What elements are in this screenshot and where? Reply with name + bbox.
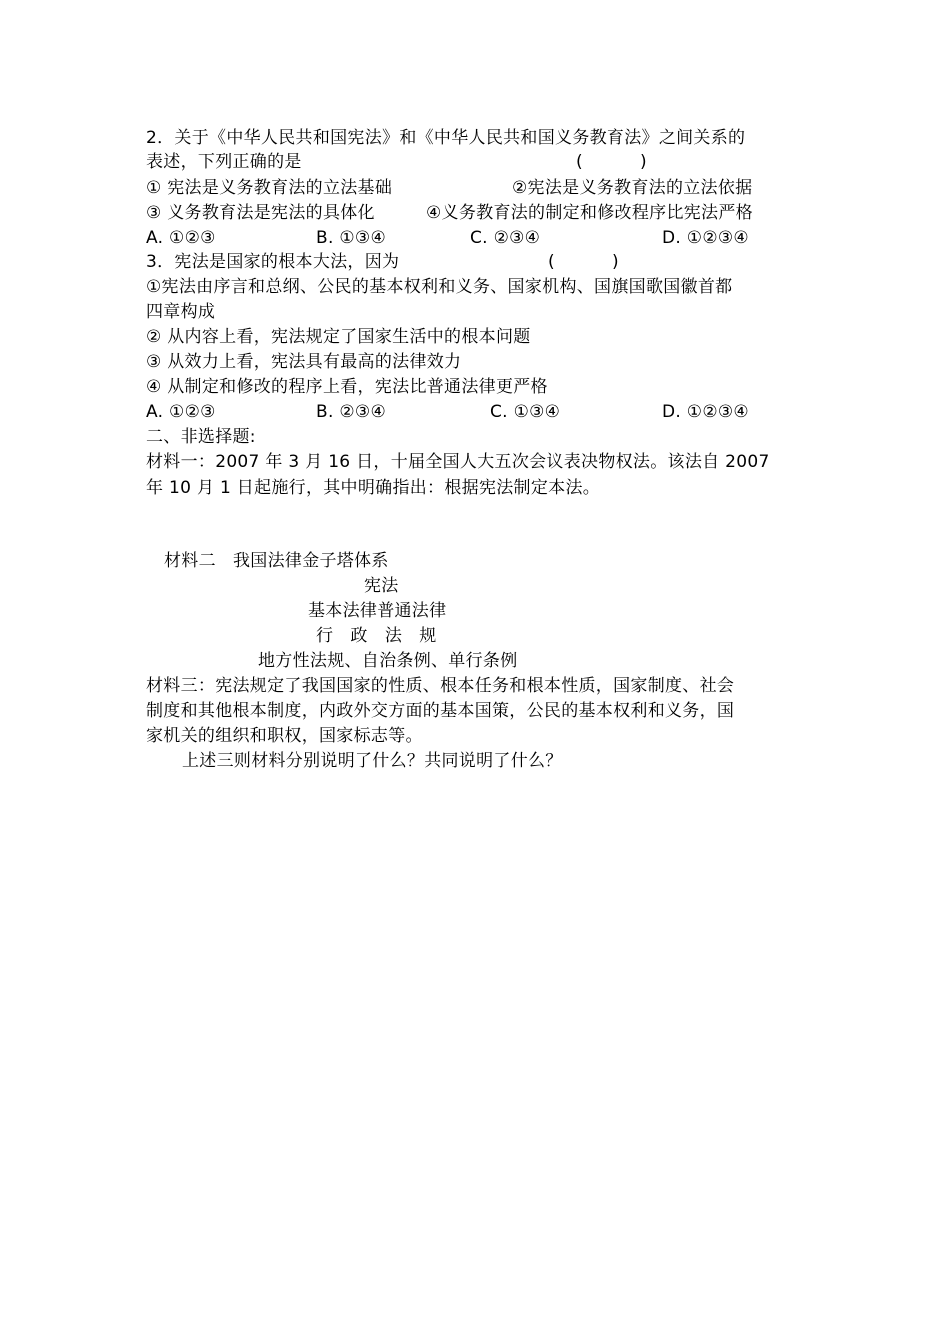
pyramid-level-2: 基本法律普通法律 bbox=[308, 601, 447, 621]
q3-choice-a: A. ①②③ bbox=[146, 402, 216, 422]
material-1-line2: 年 10 月 1 日起施行，其中明确指出：根据宪法制定本法。 bbox=[146, 478, 601, 498]
material-1-line1: 材料一：2007 年 3 月 16 日，十届全国人大五次会议表决物权法。该法自 2007 bbox=[146, 452, 770, 472]
material-3-line2: 制度和其他根本制度，内政外交方面的基本国策，公民的基本权利和义务，国 bbox=[146, 701, 735, 721]
q3-item-3: ③ 从效力上看，宪法具有最高的法律效力 bbox=[146, 352, 462, 372]
material-3-line3: 家机关的组织和职权，国家标志等。 bbox=[146, 726, 423, 746]
q2-choice-c: C. ②③④ bbox=[470, 228, 541, 248]
q2-choice-a: A. ①②③ bbox=[146, 228, 216, 248]
q3-item-2: ② 从内容上看，宪法规定了国家生活中的根本问题 bbox=[146, 327, 531, 347]
q2-option-1: ① 宪法是义务教育法的立法基础 bbox=[146, 178, 393, 198]
material-3-line1: 材料三：宪法规定了我国国家的性质、根本任务和根本性质，国家制度、社会 bbox=[146, 676, 735, 696]
q2-stem-line1: 2．关于《中华人民共和国宪法》和《中华人民共和国义务教育法》之间关系的 bbox=[146, 128, 746, 148]
q2-choice-d: D. ①②③④ bbox=[662, 228, 749, 248]
q2-answer-bracket: ( ) bbox=[576, 152, 647, 172]
q3-item-1-line1: ①宪法由序言和总纲、公民的基本权利和义务、国家机构、国旗国歌国徽首都 bbox=[146, 277, 733, 297]
material-2-title: 材料二 我国法律金子塔体系 bbox=[164, 551, 389, 571]
q3-choice-c: C. ①③④ bbox=[490, 402, 561, 422]
q3-answer-bracket: ( ) bbox=[548, 252, 619, 272]
pyramid-level-3: 行 政 法 规 bbox=[316, 626, 437, 646]
q3-choice-b: B. ②③④ bbox=[316, 402, 386, 422]
q2-option-2: ②宪法是义务教育法的立法依据 bbox=[512, 178, 753, 198]
q3-stem: 3．宪法是国家的根本大法，因为 bbox=[146, 252, 400, 272]
pyramid-level-4: 地方性法规、自治条例、单行条例 bbox=[258, 651, 518, 671]
pyramid-top: 宪法 bbox=[364, 576, 399, 596]
q2-choice-b: B. ①③④ bbox=[316, 228, 386, 248]
q3-item-1-line2: 四章构成 bbox=[146, 302, 216, 322]
section-heading: 二、非选择题: bbox=[146, 427, 256, 447]
q3-item-4: ④ 从制定和修改的程序上看，宪法比普通法律更严格 bbox=[146, 377, 548, 397]
final-question: 上述三则材料分别说明了什么？共同说明了什么？ bbox=[182, 751, 563, 771]
q2-stem-line2: 表述，下列正确的是 bbox=[146, 152, 302, 172]
q2-option-3: ③ 义务教育法是宪法的具体化 bbox=[146, 203, 375, 223]
q3-choice-d: D. ①②③④ bbox=[662, 402, 749, 422]
q2-option-4: ④义务教育法的制定和修改程序比宪法严格 bbox=[426, 203, 753, 223]
